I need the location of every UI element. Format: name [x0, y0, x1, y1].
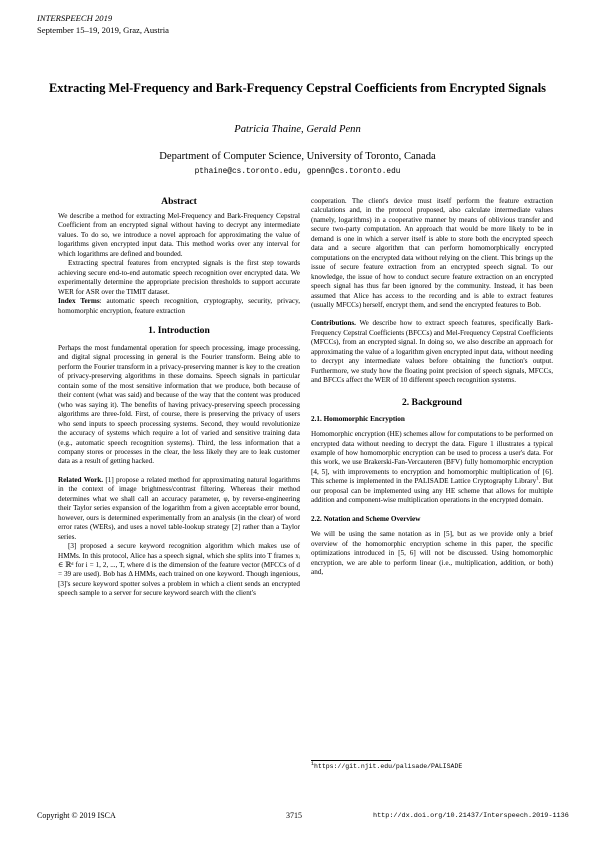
left-column — [58, 196, 300, 599]
footnote-reference[interactable]: 1 — [536, 476, 539, 482]
paper-affiliation: Department of Computer Science, University of Toronto, Canada — [159, 151, 436, 162]
related-work-paragraph — [58, 476, 300, 542]
conference-dates: September 15–19, 2019, Graz, Austria — [37, 24, 169, 35]
conference-name: INTERSPEECH 2019 — [37, 13, 113, 23]
homomorphic-encryption-paragraph: Homomorphic encryption (HE) schemes allow for computations to be performed on encrypted data without needing to decrypt the data. Figure 1 illustrates a typical example of how homomorphic encryption can be used to process a user's data. For this work, we use Brakerski-Fan-Vercauteren (BFV) fully homomorphic encryption [4, 5], with improvements to encryption and homomorphic multiplication of [6]. This scheme is implemented in the PALISADE Lattice Cryptography Library$^1$. But our proposal can be implemented using any HE scheme that allows for multiple addition and component-wise multiplication operations in the encrypted domain. — [311, 430, 553, 505]
footnote — [311, 760, 553, 770]
page-number: 3715 — [286, 811, 302, 820]
section-background-heading: 2. Background — [401, 396, 463, 408]
abstract-paragraph-2: Extracting spectral features from encrypted signals is the first step towards achieving secure end-to-end automatic speech recognition over encrypted data. We experimentally determine the appropriate precision thresholds to support accurate WER for ASR over the TIMIT dataset. — [58, 259, 300, 296]
contributions-label: Contributions. — [311, 319, 356, 328]
conference-header — [37, 13, 169, 36]
contributions-text: We describe how to extract speech features, specifically Bark-Frequency Cepstral Coefficients (BFCCs) and Mel-Frequency Cepstral Coefficients (MFCCs), from an encrypted signal. In doing so, we also describe an approach for approximating the value of a logarithm given encrypted input data, without needing to decrypt any intermediate values before obtaining the function's output. Furthermore, we study how the floating point precision of speech signals, MFCCs, and BFCCs affect the WER of 10 different speech recognition systems. — [311, 319, 553, 385]
paper-title: Extracting Mel-Frequency and Bark-Frequency Cepstral Coefficients from Encrypted Signals — [49, 81, 546, 95]
right-column — [311, 197, 553, 577]
section-introduction-heading: 1. Introduction — [148, 324, 210, 336]
index-terms-text: : automatic speech recognition, cryptography, security, privacy, homomorphic encryption, feature extraction — [58, 297, 300, 315]
doi-link[interactable]: http://dx.doi.org/10.21437/Interspeech.2019-1136 — [373, 812, 569, 820]
copyright-notice: Copyright © 2019 ISCA — [37, 811, 116, 820]
contributions-paragraph — [311, 319, 553, 385]
footnote-mark: 1 — [311, 760, 315, 767]
right-paragraph-1: cooperation. The client's device must itself perform the feature extraction calculations and, in the protocol proposed, also calculate intermediate values (namely, logarithms) in a cooperative manner by means of oblivious transfer and secure two-party computation. An approach that would be more likely to be in demand is one in which a server itself is able to store both the encrypted speech data and a secure algorithm that can perform homomorphically encrypted computations on the encrypted data without relying on the client. This brings up the issue of secure feature extraction from an encrypted speech signal. To our knowledge, the issue of how to conduct secure feature extraction on an encrypted speech signal has thus far been ignored by the community. Instead, it has been assumed that Alice has access to the recording and is able to extract features (usually MFCCs) herself, encrypt them, and send the encrypted features to Bob. — [311, 197, 553, 309]
subsection-notation-heading: 2.2. Notation and Scheme Overview — [311, 514, 421, 523]
author-emails[interactable]: pthaine@cs.toronto.edu, gpenn@cs.toronto.edu — [194, 168, 401, 176]
notation-paragraph: We will be using the same notation as in [5], but as we provide only a brief overview of the homomorphic encryption scheme in this paper, the specific optimizations introduced in [5, 6] will not be discussed. Using homomorphic encryption, we are able to perform linear (i.e., multiplication, addition, or both) and, — [311, 530, 553, 576]
index-terms-label: Index Terms — [58, 297, 100, 306]
related-work-text: [1] propose a related method for approximating natural logarithms in the context of image brightness/contrast filtering. Whereas their method determines what we shall call an accuracy parameter, φ, by reverse-engineering their Taylor series expansion of the logarithm from a given acceptable error bound, however, ours is determined experimentally from an analysis (in the clear) of word error rates (WERs), and uses a novel table-lookup strategy [2] rather than a Taylor series. — [58, 475, 301, 541]
abstract-paragraph-1: We describe a method for extracting Mel-Frequency and Bark-Frequency Cepstral Coefficient from an encrypted signal without having to decrypt any intermediate values. To do so, we introduce a novel approach for approximating the value of logarithms given encrypted input data. This method works over any interval for which logarithms are defined and bounded. — [58, 212, 300, 258]
intro-paragraph-1: Perhaps the most fundamental operation for speech processing, image processing, and digital signal processing in general is the Fourier transform. Being able to perform the Fourier transform in a privacy-preserving manner is key to the creation of privacy-preserving algorithms in these domains. Speech signals in particular contain some of the most sensitive information that we produce, both because of their content (what was said) and because of the way that the content was produced (who was saying it). The benefits of having privacy-preserving speech processing algorithms are three-fold. First, of course, there is preserving the privacy of users who send inputs to speech processing systems. Second, they would revolutionize the accuracy of systems which require a lot of varied and sensitive training data (e.g., automatic speech recognition systems). Third, the less information that a company stores or processes in the clear, the less likely they are to leak customer data as a result of getting hacked. — [58, 343, 300, 466]
footnote-url[interactable]: https://git.njit.edu/palisade/PALISADE — [314, 763, 463, 770]
subsection-homomorphic-encryption-heading: 2.1. Homomorphic Encryption — [311, 414, 405, 423]
paper-authors: Patricia Thaine, Gerald Penn — [234, 124, 361, 135]
index-terms — [58, 297, 300, 316]
intro-paragraph-3: [3] proposed a secure keyword recognition algorithm which makes use of HMMs. In this protocol, Alice has a speech signal, which she splits into T frames xᵢ ∈ ℝᵈ for i = 1, 2, ..., T, where d is the dimension of the feature vector (MFCCs of d = 39 are used). Bob has Δ HMMs, each trained on one keyword. Though ingenious, [3]'s secure keyword spotter solves a problem in which a client sends an encrypted speech sample to a server for secure keyword search with the client's — [58, 542, 300, 598]
abstract-heading: Abstract — [161, 196, 197, 207]
related-work-label: Related Work. — [58, 475, 104, 484]
